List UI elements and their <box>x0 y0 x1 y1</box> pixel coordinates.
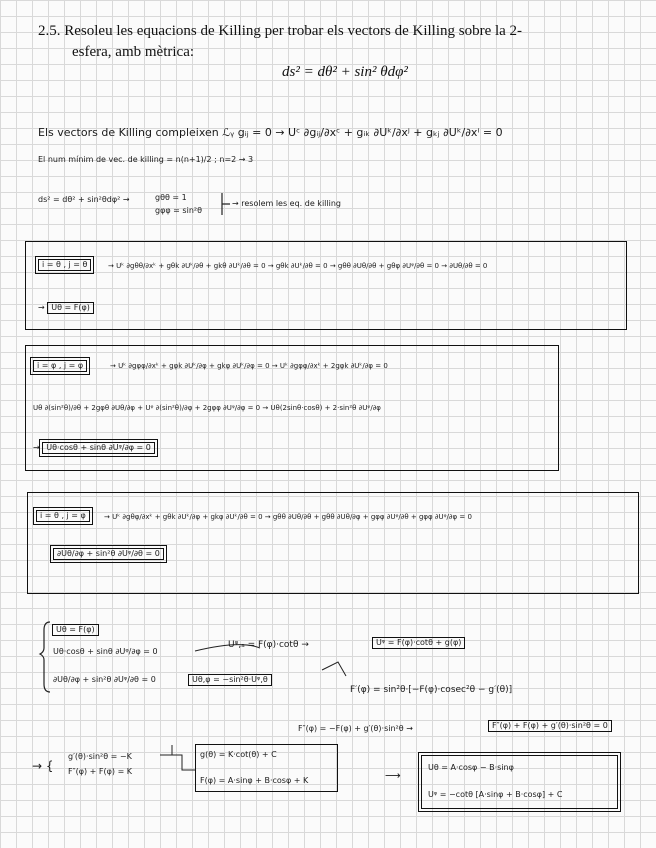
arrow-icon: → <box>38 303 48 312</box>
system-eq-c: ∂Uθ/∂φ + sin²θ ∂Uᵠ/∂θ = 0 <box>53 675 156 684</box>
resolve-note: → resolem les eq. de killing <box>232 199 341 208</box>
system-res-c-row <box>188 674 272 686</box>
system-res-b: Uᵠ = F(φ)·cotθ + g(φ) <box>372 637 465 649</box>
g-phi-phi: gφφ = sin²θ <box>155 206 202 215</box>
min-killing-vectors-line: El num mínim de vec. de killing = n(n+1)/2 ; n=2 → 3 <box>38 155 254 164</box>
final-vec-bot: Uᵠ = −cotθ [A·sinφ + B·cosφ] + C <box>428 790 563 799</box>
case-phi-phi-equation-1: → Uᵏ ∂gφφ/∂xᵏ + gφk ∂Uᵏ/∂φ + gkφ ∂Uᵏ/∂φ = 0 → Uᵏ ∂gφφ/∂xᵏ + 2gφk ∂Uᵏ/∂φ = 0 <box>110 362 388 370</box>
killing-condition-line: Els vectors de Killing compleixen ℒᵧ gᵢⱼ = 0 → Uᶜ ∂gᵢⱼ/∂xᶜ + gᵢₖ ∂Uᵏ/∂xʲ + gₖⱼ ∂Uᵏ/∂xⁱ = 0 <box>38 126 503 139</box>
system-line-f-row <box>488 720 612 732</box>
system-eq-b: Uθ·cosθ + sinθ ∂Uᵠ/∂φ = 0 <box>53 647 158 656</box>
problem-text-line2: esfera, amb mètrica: <box>72 44 195 60</box>
system-eq-a-box: Uθ = F(φ) <box>52 624 99 636</box>
final-vec-top: Uθ = A·cosφ − B·sinφ <box>428 763 514 772</box>
g-theta-theta: gθθ = 1 <box>155 193 187 202</box>
case-theta-phi-result: ∂Uθ/∂φ + sin²θ ∂Uᵠ/∂θ = 0 <box>53 548 164 560</box>
final-brace-arrow: → { <box>32 759 54 773</box>
case-phi-phi-label: i = φ , j = φ <box>33 360 87 372</box>
system-res-b-row <box>372 637 465 649</box>
case-phi-phi-equation-2: Uθ ∂(sin²θ)/∂θ + 2gφθ ∂Uθ/∂φ + Uᵠ ∂(sin²θ)/∂φ + 2gφφ ∂Uᵠ/∂φ = 0 → Uθ(2sinθ·cosθ) + 2·sin²θ ∂Uᵠ/∂φ <box>33 404 381 412</box>
arrow-icon: → <box>33 443 43 452</box>
metric-equation: ds² = dθ² + sin² θdφ² <box>282 64 408 80</box>
system-line-f-box: F″(φ) + F(φ) + g′(θ)·sin²θ = 0 <box>488 720 612 732</box>
final-sys-top: g′(θ)·sin²θ = −K <box>68 752 132 761</box>
case-theta-theta-result: Uθ = F(φ) <box>47 302 94 314</box>
metric-components-line: ds² = dθ² + sin²θdφ² → <box>38 195 130 204</box>
case-theta-phi-label: i = θ , j = φ <box>36 510 90 522</box>
final-sys-bot: F″(φ) + F(φ) = K <box>68 767 133 776</box>
system-eq-a <box>52 624 99 636</box>
final-sol-top: g(θ) = K·cot(θ) + C <box>200 750 277 759</box>
problem-number: 2.5. <box>38 23 61 39</box>
case-phi-phi-result: Uθ·cosθ + sinθ ∂Uᵠ/∂φ = 0 <box>42 442 155 454</box>
final-arrow-icon: ⟶ <box>385 769 401 782</box>
final-sol-bot: F(φ) = A·sinφ + B·cosφ + K <box>200 776 309 785</box>
system-line-f: F″(φ) = −F(φ) + g′(θ)·sin²θ → <box>298 724 413 733</box>
system-res-c2: F′(φ) = sin²θ·[−F(φ)·cosec²θ − g′(θ)] <box>350 685 513 695</box>
system-res-b-mid: Uᵠ,ₐ = F(φ)·cotθ → <box>228 640 309 650</box>
case-theta-theta-equation: → Uᵏ ∂gθθ/∂xᵏ + gθk ∂Uᵏ/∂θ + gkθ ∂Uᵏ/∂θ = 0 → gθk ∂Uᵏ/∂θ = 0 → gθθ ∂Uθ/∂θ + gθφ ∂Uᵠ/∂θ = 0 → ∂Uθ/∂θ = 0 <box>108 262 488 270</box>
system-res-c: Uθ,φ = −sin²θ·Uᵠ,θ <box>188 674 272 686</box>
problem-text-line1: Resoleu les equacions de Killing per trobar els vectors de Killing sobre la 2- <box>64 23 523 39</box>
case-theta-phi-equation: → Uᵏ ∂gθφ/∂xᵏ + gθk ∂Uᵏ/∂φ + gkφ ∂Uᵏ/∂θ = 0 → gθθ ∂Uθ/∂θ + gθθ ∂Uθ/∂φ + gφφ ∂Uᵠ/∂θ + gφφ ∂Uᵠ/∂φ = 0 <box>104 513 472 521</box>
case-theta-theta-label: i = θ , j = θ <box>38 259 91 271</box>
